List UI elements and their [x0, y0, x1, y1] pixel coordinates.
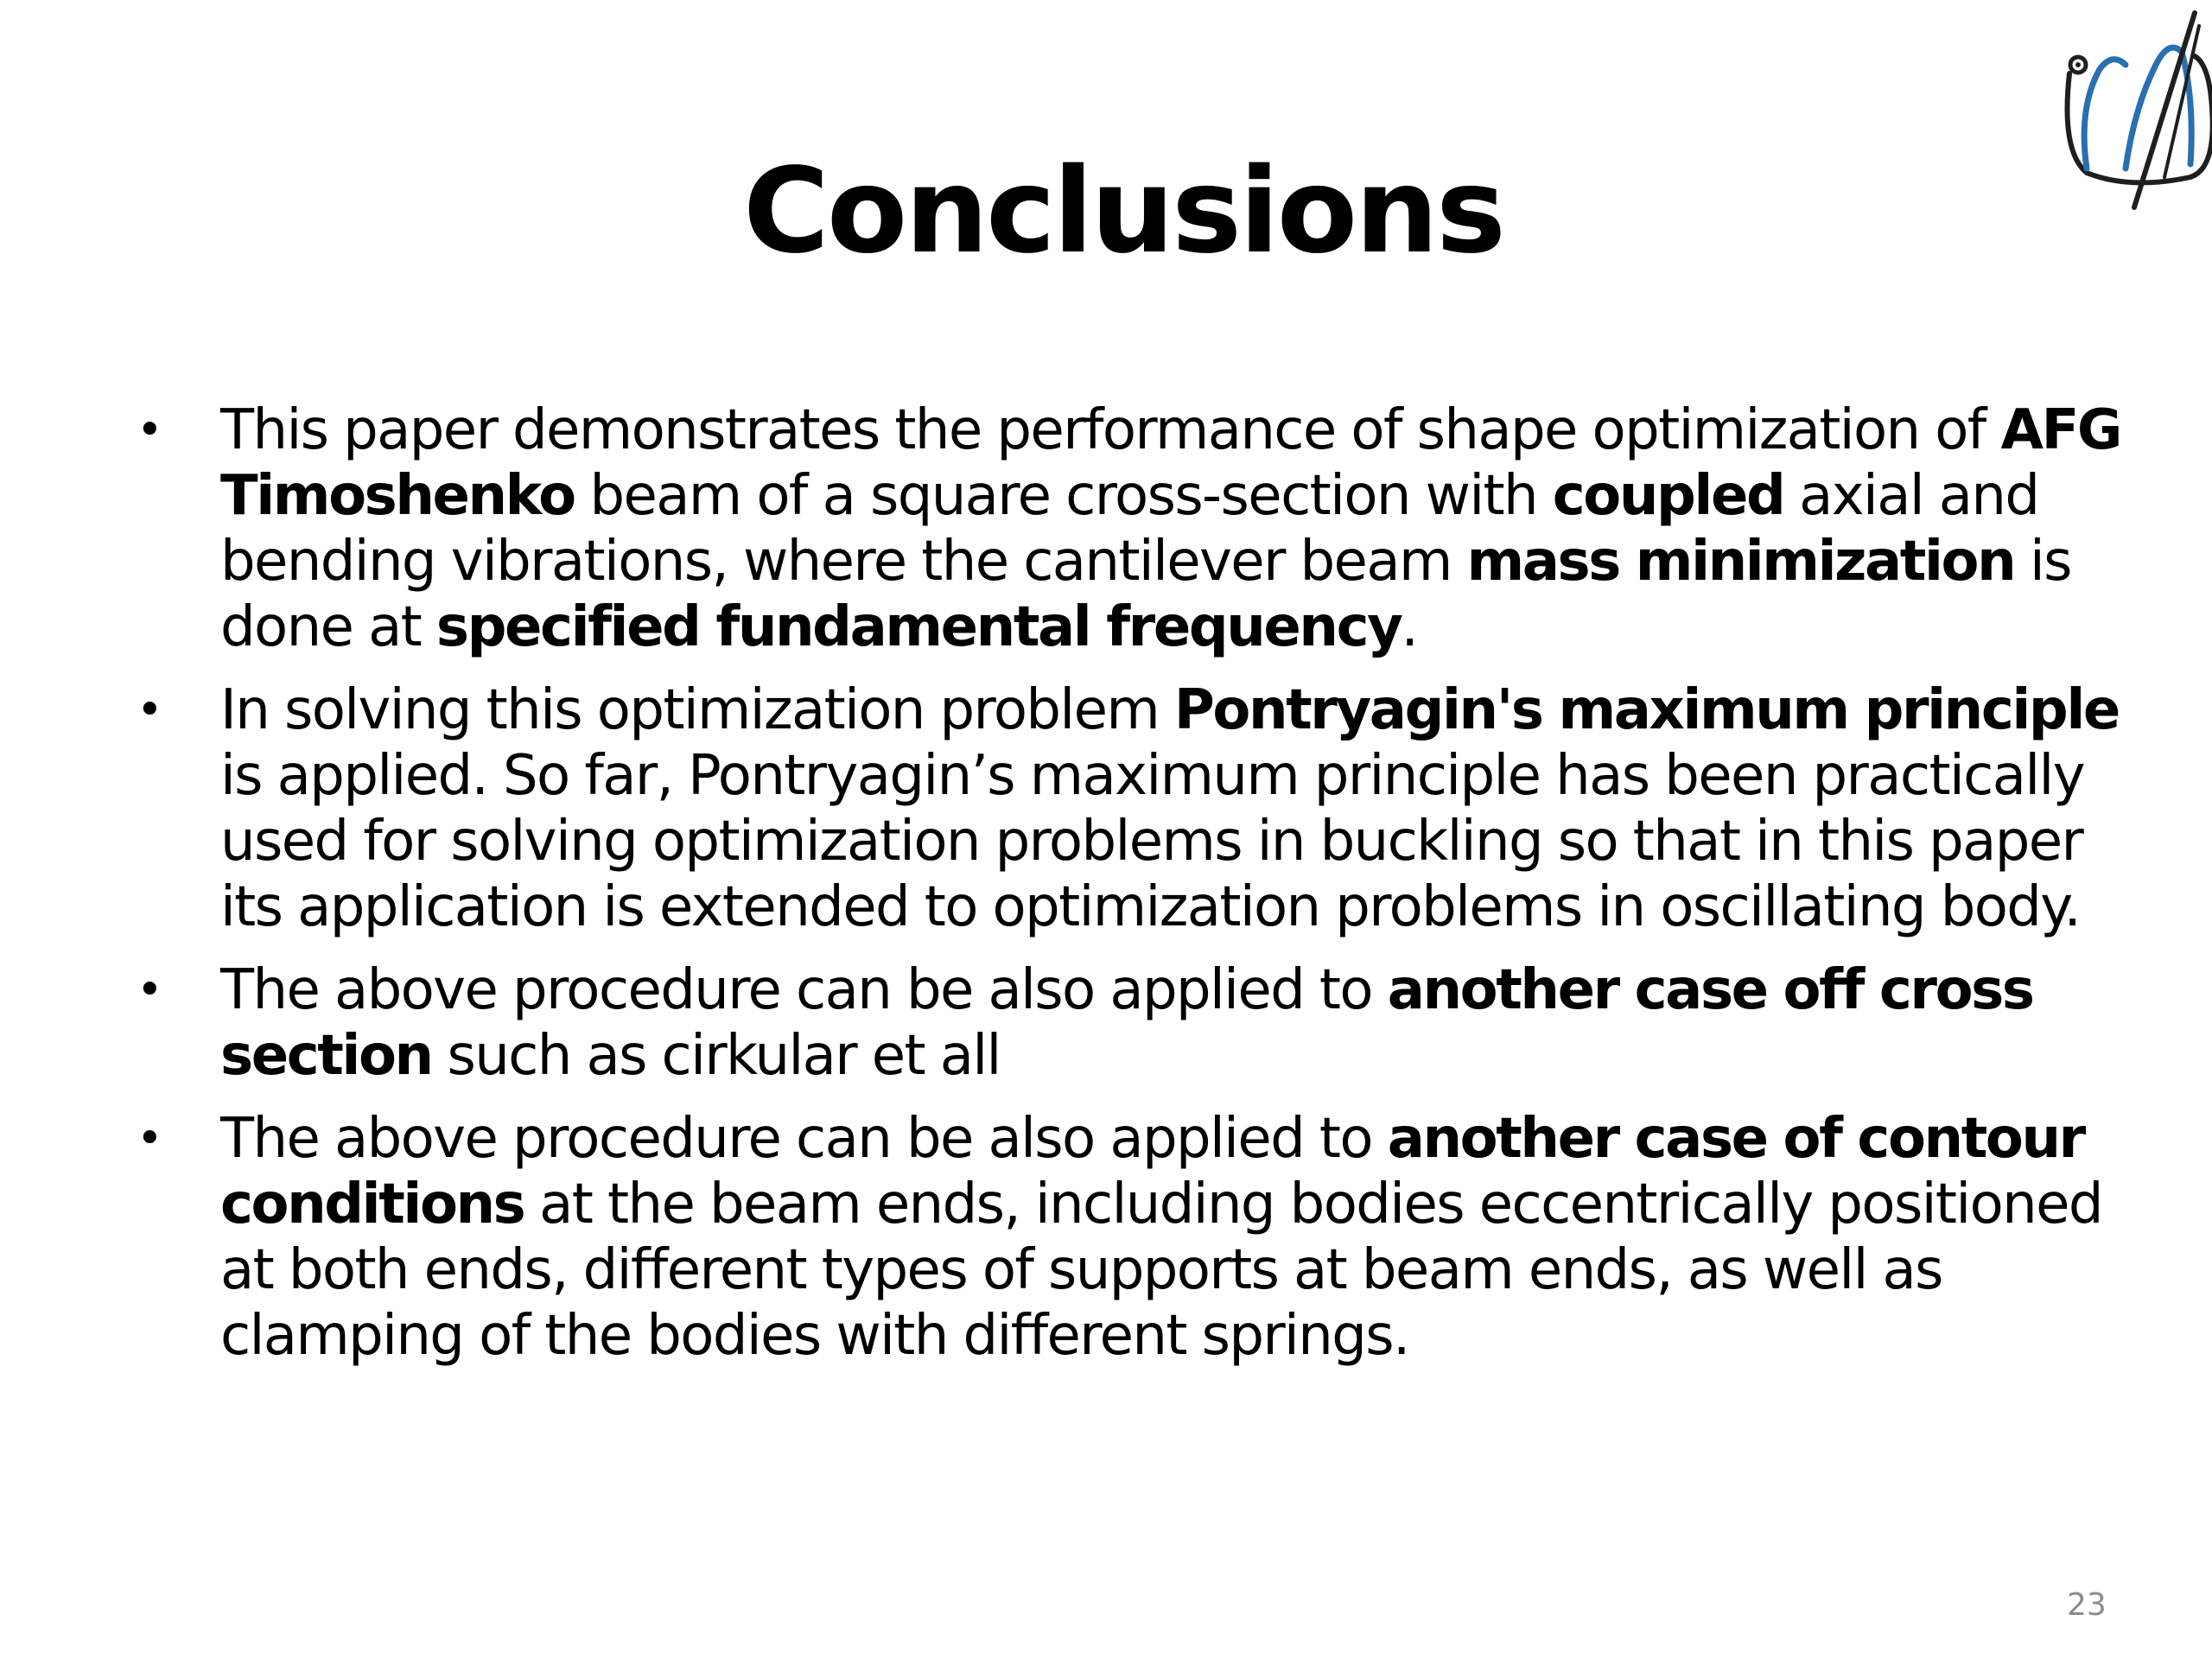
bullet-list: [130, 397, 2126, 1386]
bullet-dot-icon: •: [137, 964, 162, 1016]
bullet-plain-text: .: [1401, 595, 1418, 659]
bullet-item: [130, 957, 2126, 1089]
bullet-plain-text: In solving this optimization problem: [220, 678, 1174, 742]
bullet-plain-text: The above procedure can be also applied to: [220, 1107, 1388, 1171]
bullet-emphasis-text: another case off cross section: [220, 958, 2033, 1088]
bullet-emphasis-text: mass minimization: [1466, 530, 2015, 594]
bullet-dot-icon: •: [137, 404, 162, 456]
bullet-plain-text: This paper demonstrates the performance of shape optimization of: [220, 398, 2001, 462]
bullet-item: [130, 397, 2126, 660]
bullet-plain-text: axial and bending vibrations, where the cantilever beam: [220, 464, 2039, 594]
bullet-text: [220, 958, 2033, 1088]
slide-title: Conclusions: [743, 143, 1503, 280]
bullet-emphasis-text: another case of contour conditions: [220, 1107, 2084, 1236]
bullet-emphasis-text: AFG Timoshenko: [220, 398, 2121, 528]
bullet-plain-text: beam of a square cross-section with: [574, 464, 1553, 528]
bullet-item: [130, 677, 2126, 940]
bullet-emphasis-text: specified fundamental frequency: [435, 595, 1402, 659]
bullet-dot-icon: •: [137, 684, 162, 736]
bullet-plain-text: such as cirkular et all: [431, 1024, 1001, 1088]
bullet-text: [220, 678, 2119, 939]
bullet-plain-text: The above procedure can be also applied to: [220, 958, 1388, 1022]
bullet-item: [130, 1106, 2126, 1369]
page-number: 23: [2067, 1587, 2107, 1623]
bullet-text: [220, 398, 2120, 659]
bullet-plain-text: is done at: [220, 530, 2071, 659]
bullet-text: [220, 1107, 2102, 1368]
bullet-emphasis-text: coupled: [1552, 464, 1784, 528]
bullet-plain-text: at the beam ends, including bodies eccentrically positioned at both ends, different types of supports at beam ends, as well as clamping of the bodies with different springs.: [220, 1173, 2102, 1368]
bullet-plain-text: is applied. So far, Pontryagin’s maximum principle has been practically used for solving optimization problems in buckling so that in this paper its application is extended to optimization problems in oscillating body.: [220, 744, 2084, 939]
bullet-dot-icon: •: [137, 1113, 162, 1165]
bullet-emphasis-text: Pontryagin's maximum principle: [1173, 678, 2119, 742]
